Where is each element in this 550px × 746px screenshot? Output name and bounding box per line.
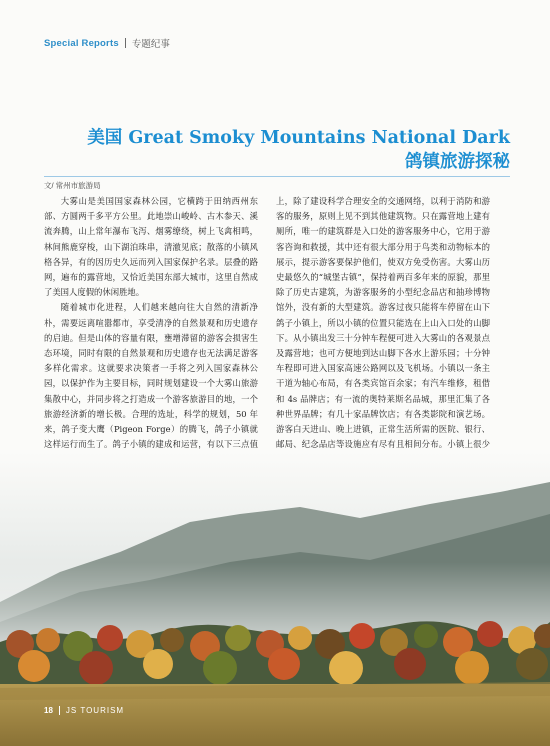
landscape-photo (0, 452, 550, 746)
article-title-line1: 美国 Great Smoky Mountains National Dark (87, 128, 510, 148)
paragraph: 大雾山是美国国家森林公园，它横跨于田纳西州东部、方圆两千多平方公里。此地崇山峻岭、古木参天、溪流奔腾，山上常年瀑布飞泻、烟雾缭绕，树上飞禽相鸣，林间熊鹿穿梭，山下湖泊珠串，清澈见底；散落的小镇风格各异，有的因历史久远而列入国家保护名录。层叠的路网，遍布的露营地，又恰近美国东部大城市，这里自然成了美国人度假的休闲胜地。 (44, 196, 258, 298)
header-divider (125, 38, 126, 48)
page-number: 18 (44, 706, 53, 715)
byline: 文/ 常州市旅游局 (44, 181, 101, 190)
header-section: 专题纪事 (131, 39, 170, 50)
magazine-name: JS TOURISM (65, 706, 125, 715)
paragraph: 随着城市化进程，人们越来越向往大自然的清新净朴，需要远离喧嚣都市，享受清净的自然景观和历史遗存的启迪。但是山体的容量有限，壅增滞留的游客会损害生态环境，同时有限的自然景观和历史遗存也无法满足游客多样化需求。这就要求决策者一手将之列入国家森林公园，以保护作为主要目标，同时规划建设一个大雾山旅游集散中心，并同步将之打造成一个游客旅游目的地，一个旅游经济新的增长极。合理的选址，科学的规划，50 年来，鸽子变大鹰（Pigeon Forge）的腾飞，鸽子小镇就这样运行而生了。鸽子小镇的建成和运营，有以下三点值 (44, 302, 258, 450)
byline-divider (44, 176, 510, 177)
article-title-line2: 鸽镇旅游探秘 (405, 152, 510, 172)
footer (44, 706, 124, 715)
footer-divider (59, 706, 60, 715)
paragraph: 上，除了建设科学合理安全的交通网络，以利于消防和游客的服务，原则上见不到其他建筑物。只在露营地上建有厕所，唯一的建筑群是入口处的游客服务中心，它用于游客咨询和救援，其中还有很大部分用于鸟类和动物标本的展示，提示游客要保护他们，使双方免受伤害。大雾山历史最悠久的“城堡古镇”，保持着两百多年来的原貌，那里除了历史古建筑，为游客服务的小型纪念品店和抽珍博物馆外，没有新的大型建筑。游客过夜只能将车停留在山下鸽子小镇上，所以小镇的位置只能选在上山入口处的山脚下。从小镇出发三十分钟车程便可进入大雾山的各观景点及露营地；也可方便地到达山脚下各水上游乐园；十分钟车程即可进入国家高速公路网以及飞机场。小镇以一条主干道为轴心布局，有各类宾馆百余家；有汽车维修，租借和 4s 品牌店；有一流的奥特莱斯名品城，那里汇集了各种世界品牌；有几十家品牌饮店；有各类影院和演艺场。游客白天进山、晚上进镇，正常生活所需的医院、银行、邮局、纪念品店等设施应有尽有且相间分布。小镇上很少 (276, 196, 490, 450)
header (44, 36, 170, 50)
header-brand: Special Reports (44, 37, 119, 49)
